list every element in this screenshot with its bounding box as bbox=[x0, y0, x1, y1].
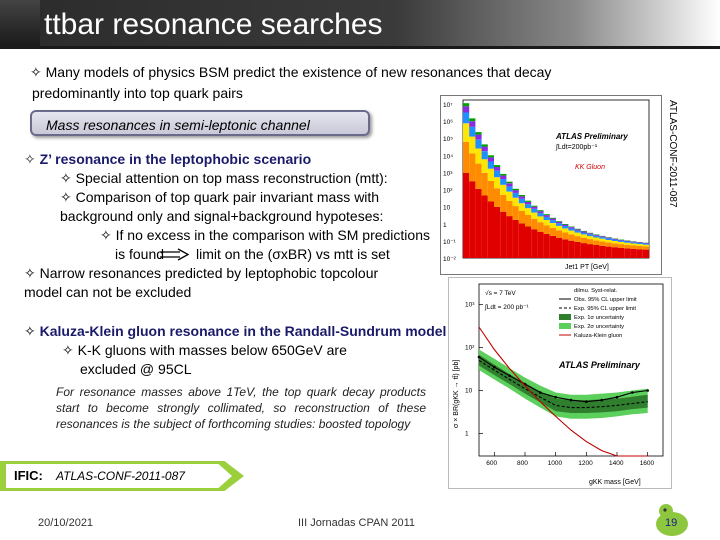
histogram-bar bbox=[519, 211, 525, 224]
histogram-bar bbox=[482, 173, 488, 196]
histogram-bar bbox=[494, 207, 500, 258]
histogram-bar bbox=[562, 239, 568, 258]
histogram-bar bbox=[506, 201, 512, 216]
x-tick-label: 800 bbox=[517, 460, 528, 467]
histogram-bar bbox=[475, 149, 481, 164]
histogram-bar bbox=[568, 227, 574, 228]
histogram-bar bbox=[630, 246, 636, 249]
histogram-bar bbox=[630, 249, 636, 258]
histogram-bar bbox=[575, 242, 581, 258]
zprime-item-1: ✧ Special attention on top mass reconstruction (mtt): bbox=[60, 170, 388, 186]
diamond-bullet-icon: ✧ bbox=[30, 64, 42, 80]
histogram-bar bbox=[606, 239, 612, 241]
histogram-bar bbox=[475, 135, 481, 140]
histogram-bar bbox=[537, 210, 543, 211]
histogram-bar bbox=[624, 243, 630, 245]
plot2-ylabel: σ × BR(gKK → tt̄) [pb] bbox=[453, 359, 460, 428]
plot2-energy: √s = 7 TeV bbox=[485, 290, 516, 297]
histogram-bar bbox=[587, 236, 593, 239]
legend-swatch bbox=[559, 323, 571, 329]
histogram-bar bbox=[568, 231, 574, 235]
histogram-bar bbox=[643, 250, 649, 258]
legend-entry: Kaluza-Klein gluon bbox=[574, 333, 623, 339]
histogram-bar bbox=[599, 246, 605, 258]
plot1-xlabel: Jet1 PT [GeV] bbox=[565, 264, 609, 271]
legend-entry: dilmu. Syst-relat. bbox=[574, 288, 618, 294]
plot1-ytick-label: 10⁻² bbox=[443, 256, 456, 263]
histogram-bar bbox=[606, 242, 612, 246]
histogram-bar bbox=[556, 223, 562, 226]
kk-limit-chart bbox=[449, 278, 671, 488]
legend-entry: Exp. 95% CL upper limit bbox=[574, 306, 636, 312]
histogram-bar bbox=[550, 236, 556, 258]
histogram-bar bbox=[525, 208, 531, 215]
histogram-bar bbox=[463, 103, 469, 106]
histogram-bar bbox=[581, 234, 587, 237]
histogram-bar bbox=[463, 113, 469, 124]
histogram-bar bbox=[562, 224, 568, 225]
histogram-bar bbox=[544, 220, 550, 225]
histogram-bar bbox=[606, 247, 612, 258]
title-divider bbox=[0, 46, 720, 49]
histogram-bar bbox=[513, 190, 519, 193]
histogram-bar bbox=[612, 241, 618, 243]
data-point bbox=[600, 399, 603, 402]
histogram-bar bbox=[618, 244, 624, 248]
histogram-bar bbox=[568, 241, 574, 258]
y-tick-label: 10² bbox=[465, 344, 475, 352]
histogram-bar bbox=[550, 228, 556, 236]
histogram-bar bbox=[587, 239, 593, 244]
histogram-bar bbox=[624, 242, 630, 243]
histogram-bar bbox=[519, 196, 525, 199]
histogram-bar bbox=[637, 244, 643, 246]
histogram-bar bbox=[488, 157, 494, 161]
plot1-ytick-label: 10⁵ bbox=[443, 136, 453, 144]
histogram-bar bbox=[469, 121, 475, 127]
plot1-ytick-label: 10 bbox=[443, 204, 451, 212]
histogram-bar bbox=[575, 236, 581, 242]
zprime-item-4: ✧ If no excess in the comparison with SM predictions bbox=[100, 227, 430, 243]
x-tick-label: 1200 bbox=[578, 460, 593, 467]
narrow-line-1: ✧ Narrow resonances predicted by leptophobic topcolour bbox=[24, 265, 379, 281]
histogram-bar bbox=[568, 234, 574, 240]
histogram-bar bbox=[593, 238, 599, 241]
histogram-bar bbox=[463, 142, 469, 173]
histogram-bar bbox=[562, 228, 568, 232]
histogram-bar bbox=[581, 231, 587, 232]
histogram-bar bbox=[506, 192, 512, 201]
histogram-bar bbox=[494, 167, 500, 171]
histogram-bar bbox=[550, 220, 556, 223]
histogram-bar bbox=[643, 247, 649, 250]
histogram-bar bbox=[606, 238, 612, 239]
footer-date: 20/10/2021 bbox=[38, 517, 94, 529]
histogram-bar bbox=[618, 242, 624, 244]
data-point bbox=[493, 366, 496, 369]
histogram-bar bbox=[575, 229, 581, 230]
histogram-bar bbox=[606, 240, 612, 243]
histogram-bar bbox=[593, 245, 599, 258]
histogram-bar bbox=[630, 242, 636, 243]
data-point bbox=[585, 400, 588, 403]
histogram-bar bbox=[513, 189, 519, 190]
histogram-bar bbox=[463, 106, 469, 112]
data-point bbox=[554, 396, 557, 399]
histogram-bar bbox=[469, 118, 475, 121]
plot1-ytick-label: 10⁶ bbox=[443, 119, 453, 127]
histogram-bar bbox=[531, 213, 537, 219]
histogram-bar bbox=[637, 249, 643, 258]
zprime-heading: ✧ Z’ resonance in the leptophobic scenario bbox=[24, 151, 312, 167]
plot1-kk-label: KK Gluon bbox=[575, 164, 605, 171]
histogram-bar bbox=[612, 247, 618, 258]
plot1-ytick-label: 10⁷ bbox=[443, 102, 453, 109]
plot1-atlas-label: ATLAS Preliminary bbox=[556, 132, 628, 141]
diamond-bullet-icon: ✧ bbox=[24, 151, 36, 167]
histogram-bar bbox=[544, 215, 550, 217]
histogram-bar bbox=[618, 248, 624, 258]
histogram-bar bbox=[581, 238, 587, 243]
histogram-bar bbox=[544, 217, 550, 220]
diamond-bullet-icon: ✧ bbox=[24, 323, 36, 339]
data-point bbox=[631, 391, 634, 394]
kk-line-1: ✧ K-K gluons with masses below 650GeV are bbox=[62, 342, 347, 358]
histogram-bar bbox=[624, 241, 630, 242]
histogram-bar bbox=[593, 240, 599, 245]
histogram-bar bbox=[500, 179, 506, 185]
histogram-bar bbox=[637, 246, 643, 249]
y-tick-label: 10³ bbox=[465, 301, 475, 309]
legend-entry: Obs. 95% CL upper limit bbox=[574, 297, 637, 303]
histogram-bar bbox=[581, 243, 587, 258]
histogram-bar bbox=[556, 230, 562, 237]
histogram-bar bbox=[562, 233, 568, 240]
histogram-bar bbox=[537, 222, 543, 232]
x-tick-label: 600 bbox=[486, 460, 498, 467]
y-tick-label: 10 bbox=[465, 387, 473, 395]
histogram-bar bbox=[618, 241, 624, 242]
histogram-bar bbox=[550, 218, 556, 219]
kk-note: For resonance masses above 1TeV, the top quark decay products start to become strongly collimated, so reconstruction of these resonances is the subject of forthcoming studies: boosted topology bbox=[56, 385, 426, 431]
histogram-bar bbox=[482, 144, 488, 146]
data-point bbox=[570, 399, 573, 402]
kk-line-2: excluded @ 95CL bbox=[80, 361, 192, 377]
histogram-bar bbox=[519, 195, 525, 196]
histogram-bar bbox=[556, 221, 562, 222]
zprime-item-3: background only and signal+background hypoteses: bbox=[60, 208, 384, 224]
histogram-bar bbox=[531, 206, 537, 207]
histogram-bar bbox=[624, 245, 630, 249]
jet-pt-histogram bbox=[441, 96, 661, 274]
intro-line-2: predominantly into top quark pairs bbox=[32, 85, 243, 101]
histogram-bar bbox=[469, 137, 475, 154]
histogram-bar bbox=[494, 188, 500, 207]
title-accent bbox=[0, 0, 40, 46]
plot1-ytick-label: 10³ bbox=[443, 170, 453, 178]
histogram-bar bbox=[519, 223, 525, 258]
histogram-bar bbox=[525, 202, 531, 204]
histogram-bar bbox=[581, 233, 587, 235]
histogram-bar bbox=[587, 233, 593, 234]
data-point bbox=[508, 375, 511, 378]
histogram-bar bbox=[581, 232, 587, 233]
histogram-bar bbox=[630, 244, 636, 246]
histogram-bar bbox=[593, 236, 599, 238]
histogram-bar bbox=[537, 216, 543, 222]
plot2-lumi: ∫Ldt = 200 pb⁻¹ bbox=[485, 304, 529, 311]
histogram-bar bbox=[624, 248, 630, 258]
page-number: 19 bbox=[665, 517, 678, 529]
data-point bbox=[539, 391, 542, 394]
footer-event: III Jornadas CPAN 2011 bbox=[298, 517, 415, 529]
histogram-bar bbox=[537, 211, 543, 213]
histogram-bar bbox=[494, 165, 500, 167]
histogram-bar bbox=[599, 239, 605, 242]
histogram-bar bbox=[482, 159, 488, 173]
histogram-bar bbox=[525, 201, 531, 202]
diamond-bullet-icon: ✧ bbox=[100, 227, 112, 243]
histogram-bar bbox=[593, 234, 599, 235]
histogram-bar bbox=[643, 243, 649, 244]
data-point bbox=[478, 356, 481, 359]
zprime-item-2: ✧ Comparison of top quark pair invariant mass with bbox=[60, 189, 380, 205]
histogram-bar bbox=[575, 231, 581, 233]
histogram-bar bbox=[494, 171, 500, 178]
histogram-bar bbox=[618, 240, 624, 241]
histogram-bar bbox=[599, 241, 605, 245]
mass-resonance-box: Mass resonances in semi-leptonic channel bbox=[30, 110, 370, 136]
diamond-bullet-icon: ✧ bbox=[60, 189, 72, 205]
histogram-bar bbox=[630, 242, 636, 243]
ific-label: IFIC: bbox=[14, 468, 43, 483]
histogram-bar bbox=[500, 174, 506, 176]
histogram-bar bbox=[500, 185, 506, 195]
intro-line-1: ✧ Many models of physics BSM predict the existence of new resonances that decay bbox=[30, 64, 552, 80]
histogram-bar bbox=[593, 235, 599, 236]
histogram-bar bbox=[544, 214, 550, 215]
histogram-bar bbox=[556, 226, 562, 230]
histogram-bar bbox=[537, 232, 543, 258]
histogram-bar bbox=[488, 162, 494, 169]
histogram-bar bbox=[575, 233, 581, 237]
x-tick-label: 1600 bbox=[639, 460, 655, 467]
histogram-bar bbox=[544, 225, 550, 234]
plot1-ytick-label: 10² bbox=[443, 187, 453, 195]
histogram-bar bbox=[531, 219, 537, 230]
plot1-ytick-label: 10⁴ bbox=[443, 153, 454, 161]
diamond-bullet-icon: ✧ bbox=[24, 265, 36, 281]
x-tick-label: 1000 bbox=[547, 460, 563, 467]
histogram-bar bbox=[519, 203, 525, 211]
histogram-bar bbox=[612, 240, 618, 241]
data-point bbox=[616, 396, 619, 399]
histogram-bar bbox=[519, 199, 525, 203]
histogram-bar bbox=[550, 223, 556, 228]
histogram-bar bbox=[612, 243, 618, 247]
legend-entry: Exp. 2σ uncertainty bbox=[574, 324, 624, 330]
legend-swatch bbox=[559, 314, 571, 320]
histogram-bar bbox=[482, 151, 488, 159]
histogram-bar bbox=[463, 173, 469, 258]
y-tick-label: 1 bbox=[465, 430, 469, 438]
histogram-bar bbox=[550, 219, 556, 221]
histogram-bar bbox=[506, 183, 512, 186]
histogram-bar bbox=[562, 225, 568, 226]
histogram-bar bbox=[531, 209, 537, 213]
histogram-bar bbox=[513, 198, 519, 206]
histogram-bar bbox=[513, 193, 519, 198]
histogram-bar bbox=[643, 245, 649, 247]
histogram-bar bbox=[537, 213, 543, 216]
histogram-bar bbox=[488, 169, 494, 181]
plot2-atlas-label: ATLAS Preliminary bbox=[559, 360, 640, 370]
histogram-bar bbox=[475, 132, 481, 135]
histogram-bar bbox=[612, 239, 618, 240]
histogram-bar bbox=[506, 182, 512, 184]
histogram-bar bbox=[475, 164, 481, 189]
histogram-bar bbox=[562, 226, 568, 228]
histogram-bar bbox=[587, 244, 593, 258]
histogram-bar bbox=[525, 215, 531, 227]
histogram-bar bbox=[482, 147, 488, 152]
histogram-bar bbox=[525, 204, 531, 208]
histogram-bar bbox=[488, 155, 494, 157]
x-tick-label: 1400 bbox=[609, 460, 624, 467]
plot1-side-label: ATLAS-CONF-2011-087 bbox=[667, 100, 678, 208]
implies-arrow-icon bbox=[158, 248, 190, 262]
kk-heading: ✧ Kaluza-Klein gluon resonance in the Randall-Sundrum model bbox=[24, 323, 447, 339]
histogram-bar bbox=[531, 207, 537, 209]
histogram-bar bbox=[506, 216, 512, 258]
legend-entry: Exp. 1σ uncertainty bbox=[574, 315, 624, 321]
plot1-ytick-label: 1 bbox=[443, 221, 447, 229]
histogram-bar bbox=[599, 237, 605, 239]
diamond-bullet-icon: ✧ bbox=[62, 342, 74, 358]
plot1-lumi: ∫Ldt=200pb⁻¹ bbox=[556, 144, 598, 151]
zprime-item-5: is found bbox=[115, 246, 165, 262]
histogram-bar bbox=[506, 186, 512, 191]
histogram-bar bbox=[500, 195, 506, 212]
diamond-bullet-icon: ✧ bbox=[60, 170, 72, 186]
histogram-bar bbox=[568, 228, 574, 230]
histogram-bar bbox=[469, 127, 475, 137]
histogram-bar bbox=[599, 236, 605, 237]
histogram-bar bbox=[482, 196, 488, 259]
histogram-bar bbox=[469, 181, 475, 258]
histogram-bar bbox=[637, 242, 643, 243]
histogram-bar bbox=[475, 140, 481, 149]
histogram-bar bbox=[544, 234, 550, 258]
histogram-bar bbox=[568, 227, 574, 228]
zprime-item-6: limit on the (σxBR) vs mtt is set bbox=[196, 246, 390, 262]
plot2-xlabel: gKK mass [GeV] bbox=[589, 479, 641, 486]
histogram-bar bbox=[463, 123, 469, 142]
histogram-bar bbox=[475, 189, 481, 258]
narrow-line-2: model can not be excluded bbox=[24, 284, 192, 300]
ific-reference: ATLAS-CONF-2011-087 bbox=[56, 469, 185, 483]
histogram-bar bbox=[469, 153, 475, 181]
histogram-bar bbox=[587, 234, 593, 236]
histogram-bar bbox=[637, 243, 643, 244]
histogram-bar bbox=[531, 229, 537, 258]
histogram-bar bbox=[488, 181, 494, 202]
histogram-bar bbox=[500, 176, 506, 179]
histogram-bar bbox=[488, 202, 494, 259]
histogram-bar bbox=[556, 238, 562, 258]
histogram-bar bbox=[643, 244, 649, 245]
histogram-bar bbox=[556, 222, 562, 224]
histogram-bar bbox=[525, 227, 531, 259]
histogram-bar bbox=[494, 177, 500, 188]
kk-limit-plot bbox=[448, 277, 672, 489]
page-title: ttbar resonance searches bbox=[44, 8, 383, 41]
histogram-bar bbox=[513, 220, 519, 258]
histogram-bar bbox=[500, 212, 506, 258]
histogram-bar bbox=[513, 206, 519, 220]
plot1-ytick-label: 10⁻¹ bbox=[443, 238, 456, 246]
jet-pt-plot bbox=[440, 95, 662, 275]
histogram-bar bbox=[587, 233, 593, 234]
data-point bbox=[646, 389, 649, 392]
histogram-bar bbox=[575, 229, 581, 230]
